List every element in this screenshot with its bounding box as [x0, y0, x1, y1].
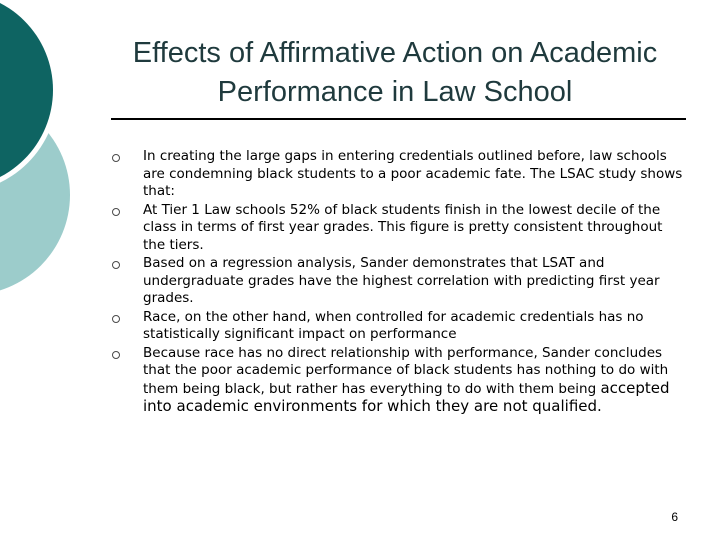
- bullet-circle-icon: [112, 261, 120, 269]
- slide-title: Effects of Affirmative Action on Academic Performance in Law School: [132, 37, 658, 108]
- bullet-item: [112, 202, 684, 255]
- bullet-text: Based on a regression analysis, Sander demonstrates that LSAT and undergraduate grades have the highest correlation with predicting first year grades.: [143, 255, 660, 306]
- bullet-text: Race, on the other hand, when controlled for academic credentials has no statistically significant impact on performance: [143, 308, 644, 342]
- bullet-text: At Tier 1 Law schools 52% of black students finish in the lowest decile of the class in terms of first year grades. This figure is pretty consistent throughout the tiers.: [143, 201, 663, 253]
- bullet-item: [112, 148, 684, 201]
- page-number: 6: [671, 510, 678, 524]
- bullet-item: [112, 345, 684, 417]
- bullet-item: [112, 255, 684, 308]
- bullet-circle-icon: [112, 154, 120, 162]
- bullet-circle-icon: [112, 208, 120, 216]
- bullet-circle-icon: [112, 315, 120, 323]
- bullet-emphasis-text: accepted into academic environments for which they are not qualified.: [143, 378, 670, 415]
- bullet-text: In creating the large gaps in entering credentials outlined before, law schools are condemning black students to a poor academic fate. The LSAC study shows that:: [143, 148, 683, 199]
- title-divider: [111, 118, 686, 120]
- bullet-circle-icon: [112, 351, 120, 359]
- corner-decoration: [0, 0, 120, 300]
- bullet-text: Because race has no direct relationship with performance, Sander concludes that the poor academic performance of black students has nothing to do with them being black, but rather has everything to do with them being: [143, 344, 669, 397]
- bullet-item: [112, 309, 684, 344]
- bullet-list: [112, 148, 684, 418]
